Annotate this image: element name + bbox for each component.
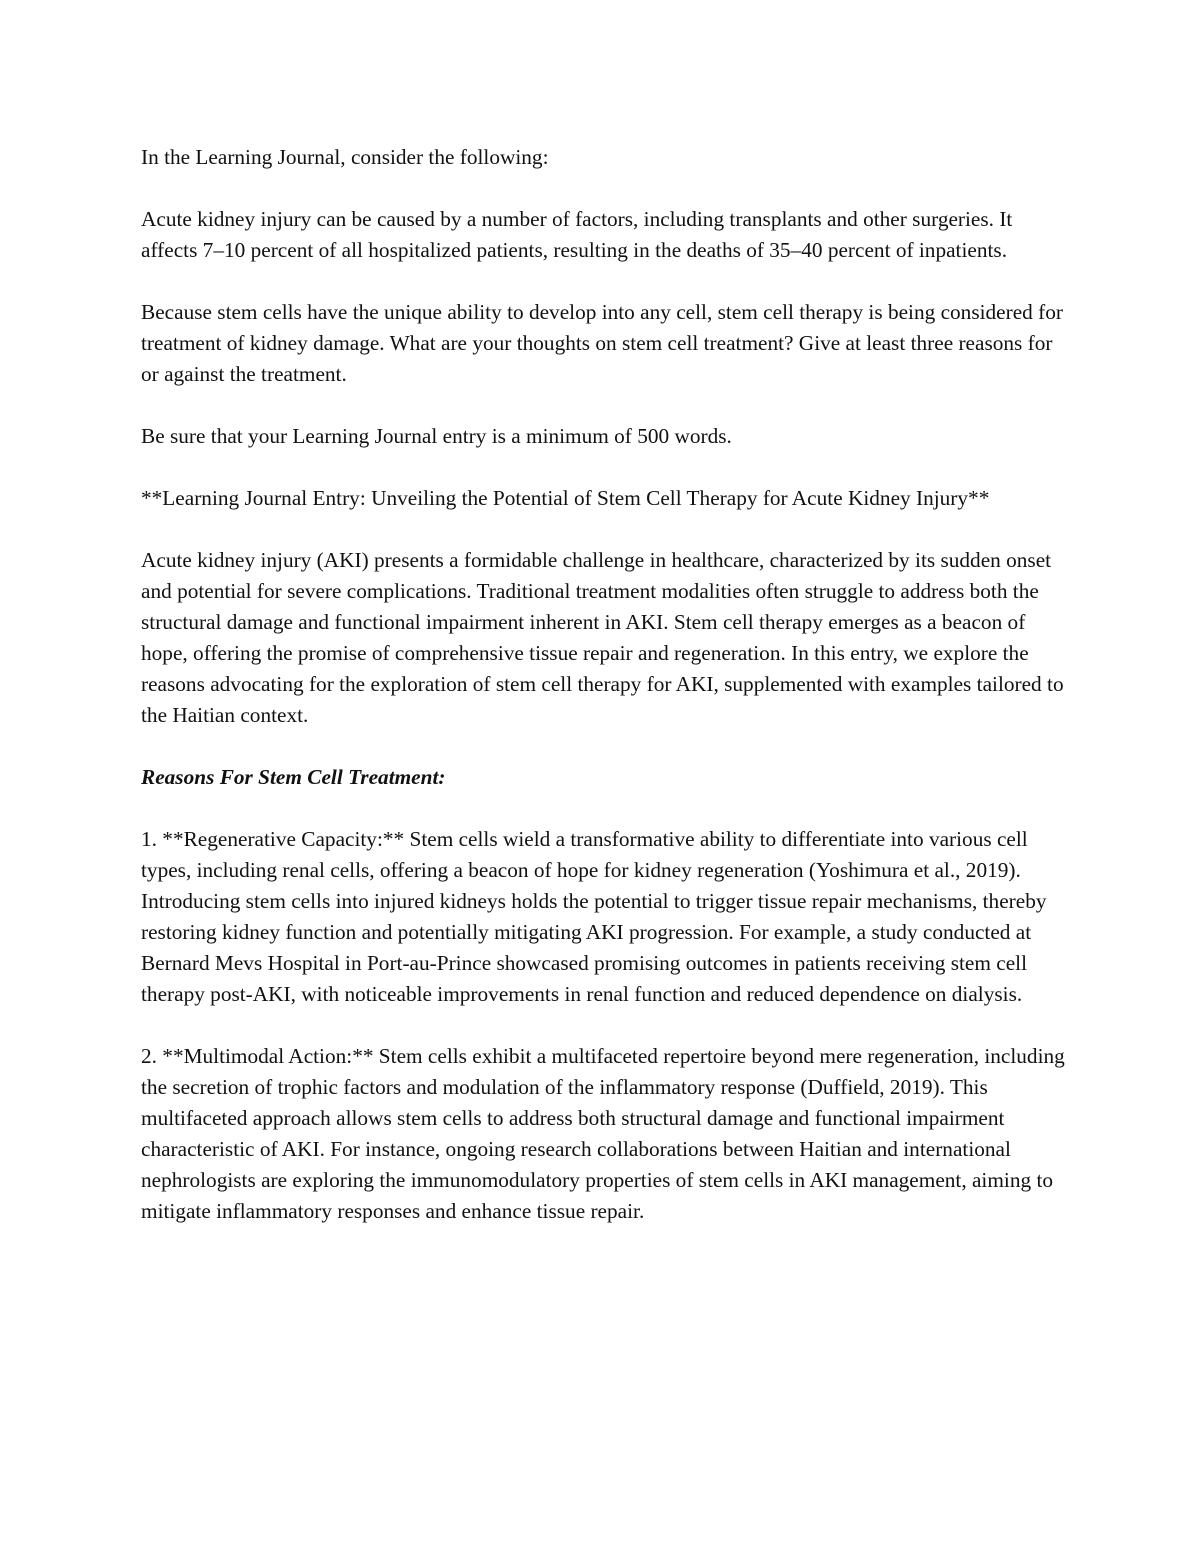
prompt-intro: In the Learning Journal, consider the following: bbox=[141, 145, 549, 169]
reason-item-2: 2. **Multimodal Action:** Stem cells exhibit a multifaceted repertoire beyond mere regeneration, including the secretion of trophic factors and modulation of the inflammatory response (Duffield, 2019). This multifaceted approach allows stem cells to address both structural damage and functional impairment characteristic of AKI. For instance, ongoing research collaborations between Haitian and international nephrologists are exploring the immunomodulatory properties of stem cells in AKI management, aiming to mitigate inflammatory responses and enhance tissue repair. bbox=[141, 1044, 1065, 1223]
prompt-context: Acute kidney injury can be caused by a number of factors, including transplants and other surgeries. It affects 7–10 percent of all hospitalized patients, resulting in the deaths of 35–40 percent of inpatients. bbox=[141, 207, 1013, 262]
prompt-question: Because stem cells have the unique ability to develop into any cell, stem cell therapy is being considered for treatment of kidney damage. What are your thoughts on stem cell treatment? Give at least three reasons for or against the treatment. bbox=[141, 300, 1063, 386]
prompt-requirement: Be sure that your Learning Journal entry is a minimum of 500 words. bbox=[141, 424, 732, 448]
entry-title: **Learning Journal Entry: Unveiling the Potential of Stem Cell Therapy for Acute Kidney Injury** bbox=[141, 486, 990, 510]
section-heading: Reasons For Stem Cell Treatment: bbox=[141, 765, 446, 789]
entry-intro: Acute kidney injury (AKI) presents a formidable challenge in healthcare, characterized by its sudden onset and potential for severe complications. Traditional treatment modalities often struggle to address both the structural damage and functional impairment inherent in AKI. Stem cell therapy emerges as a beacon of hope, offering the promise of comprehensive tissue repair and regeneration. In this entry, we explore the reasons advocating for the exploration of stem cell therapy for AKI, supplemented with examples tailored to the Haitian context. bbox=[141, 548, 1064, 727]
reason-item-1: 1. **Regenerative Capacity:** Stem cells wield a transformative ability to differentiate into various cell types, including renal cells, offering a beacon of hope for kidney regeneration (Yoshimura et al., 2019). Introducing stem cells into injured kidneys holds the potential to trigger tissue repair mechanisms, thereby restoring kidney function and potentially mitigating AKI progression. For example, a study conducted at Bernard Mevs Hospital in Port-au-Prince showcased promising outcomes in patients receiving stem cell therapy post-AKI, with noticeable improvements in renal function and reduced dependence on dialysis. bbox=[141, 827, 1047, 1006]
document-body bbox=[141, 142, 1071, 1258]
